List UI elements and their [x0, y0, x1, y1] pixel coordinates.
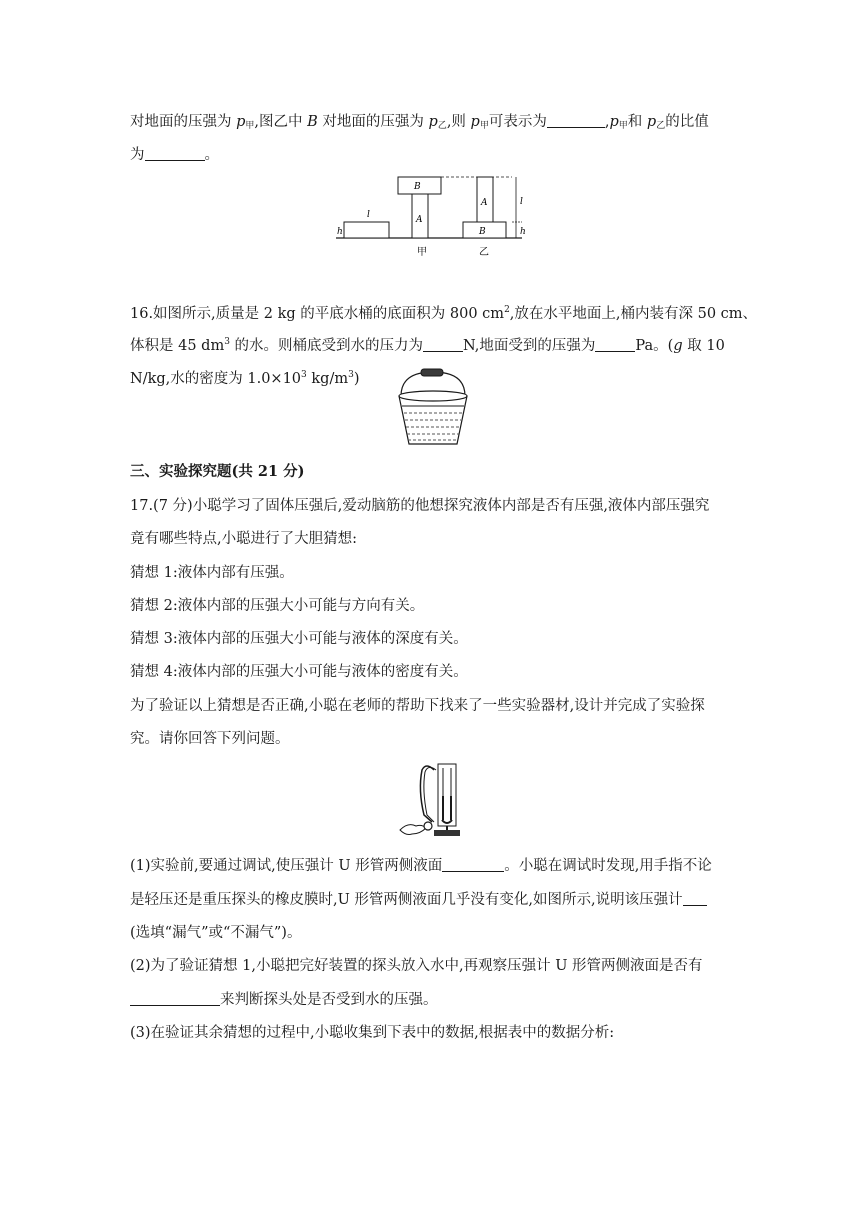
svg-text:B: B	[414, 182, 421, 192]
caption-yi: 乙	[479, 247, 489, 258]
q17-guess-4: 猜想 4:液体内部的压强大小可能与液体的密度有关。	[130, 664, 468, 680]
q17-verify-1: 为了验证以上猜想是否正确,小聪在老师的帮助下找来了一些实验器材,设计并完成了实验探	[130, 698, 705, 714]
q17-part1-line-1: (1)实验前,要通过调试,使压强计 U 形管两侧液面 。小聪在调试时发现,用手指不论	[130, 858, 712, 874]
answer-blank[interactable]	[683, 890, 707, 906]
q17-intro-1: 17.(7 分)小聪学习了固体压强后,爱动脑筋的他想探究液体内部是否有压强,液体内部压强究	[130, 498, 710, 514]
section-heading: 三、实验探究题(共 21 分)	[130, 463, 305, 480]
q15-line-2: 为 。	[130, 147, 219, 163]
svg-text:l: l	[520, 197, 523, 207]
label-l: l	[367, 210, 370, 220]
pressure-gauge-figure	[398, 760, 468, 844]
q17-part2-line-2: 来判断探头处是否受到水的压强。	[130, 990, 438, 1010]
answer-blank[interactable]	[145, 145, 205, 161]
caption-jia: 甲	[417, 247, 427, 258]
q17-guess-3: 猜想 3:液体内部的压强大小可能与液体的深度有关。	[130, 631, 468, 647]
answer-blank[interactable]	[130, 990, 220, 1006]
answer-blank[interactable]	[547, 112, 605, 128]
q17-intro-2: 竟有哪些特点,小聪进行了大胆猜想:	[130, 531, 357, 547]
svg-text:A: A	[481, 198, 488, 208]
q17-part1-line-3: (选填“漏气”或“不漏气”)。	[130, 925, 302, 941]
answer-blank[interactable]	[423, 336, 463, 352]
q16-line-2: 体积是 45 $dm^3$ 的水。则桶底受到水的压力为 N,地面受到的压强为 Pa。(g 取 10	[130, 337, 725, 354]
svg-text:B: B	[479, 227, 486, 237]
svg-text:h: h	[520, 227, 526, 237]
blocks-figure	[330, 170, 530, 262]
bucket-figure	[393, 368, 473, 450]
q15-line-1: 对地面的压强为 $p_甲$,图乙中 B 对地面的压强为 $p_乙$,则 $p_甲$可表示为 $,p_甲$和 $p_乙$的比值	[130, 114, 709, 131]
label-h: h	[337, 227, 343, 237]
q17-part1-line-2: 是轻压还是重压探头的橡皮膜时,U 形管两侧液面几乎没有变化,如图所示,说明该压强计	[130, 890, 707, 910]
svg-text:A: A	[416, 215, 423, 225]
answer-blank[interactable]	[595, 336, 635, 352]
q17-guess-1: 猜想 1:液体内部有压强。	[130, 565, 294, 581]
q17-verify-2: 究。请你回答下列问题。	[130, 731, 290, 747]
q17-part2-line-1: (2)为了验证猜想 1,小聪把完好装置的探头放入水中,再观察压强计 U 形管两侧液面是否有	[130, 958, 703, 974]
q16-line-1: 16.如图所示,质量是 2 kg 的平底水桶的底面积为 800 $cm^2$,放在水平地面上,桶内装有深 50 cm、	[130, 305, 758, 322]
q17-guess-2: 猜想 2:液体内部的压强大小可能与方向有关。	[130, 598, 425, 614]
answer-blank[interactable]	[442, 856, 504, 872]
q16-line-3: N/kg,水的密度为 $1.0\times 10^3$ $kg/m^3$)	[130, 370, 360, 387]
q17-part3-line-1: (3)在验证其余猜想的过程中,小聪收集到下表中的数据,根据表中的数据分析:	[130, 1025, 615, 1041]
